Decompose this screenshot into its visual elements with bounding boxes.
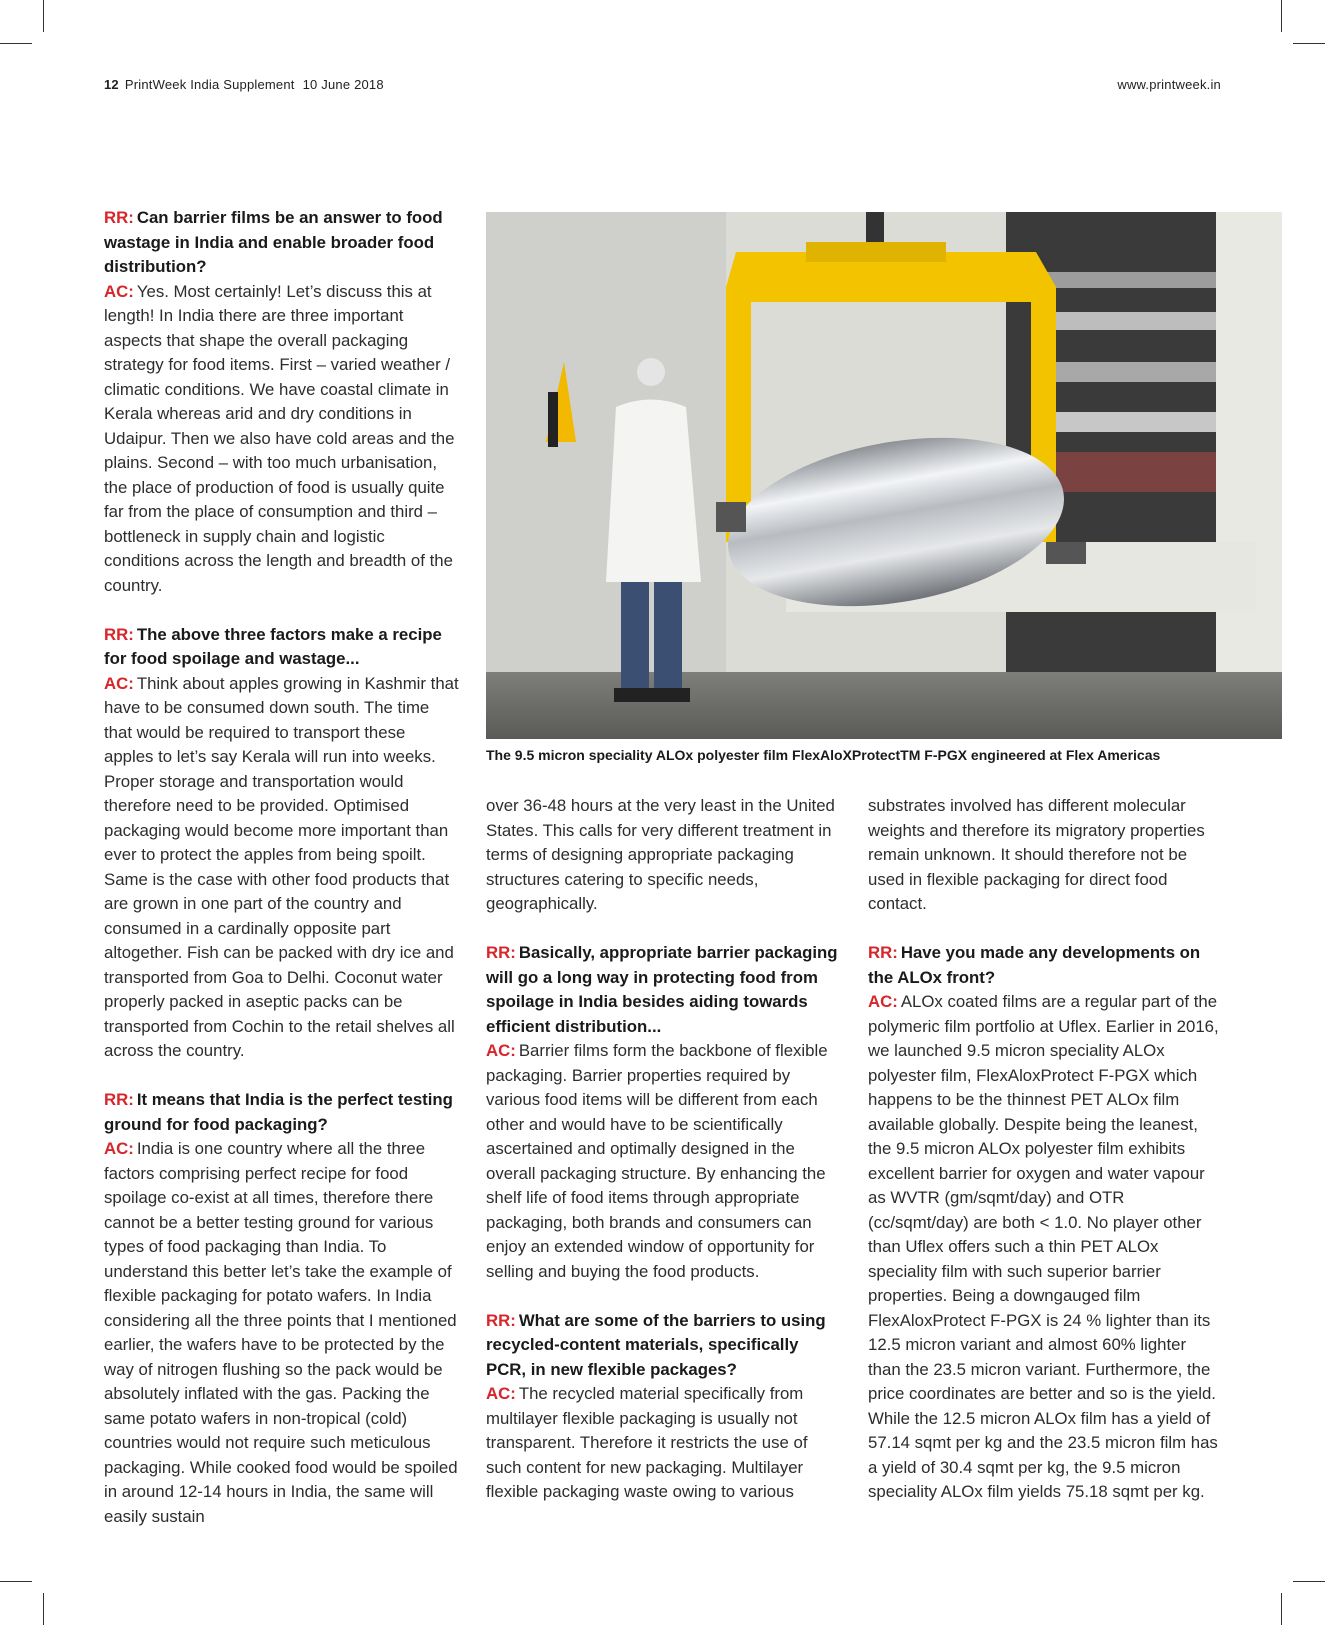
question bbox=[104, 206, 459, 280]
crop-mark bbox=[1293, 1581, 1325, 1582]
rr-label: RR: bbox=[486, 943, 516, 962]
answer-continued: substrates involved has different molecular weights and therefore its migratory properties remain unknown. It should therefore not be used in flexible packaging for direct food contact. bbox=[868, 796, 1205, 913]
answer bbox=[868, 990, 1223, 1505]
answer-text: ALOx coated films are a regular part of the polymeric film portfolio at Uflex. Earlier in 2016, we launched 9.5 micron speciality ALOx polyester film, FlexAloxProtect F-PGX which happens to be the thinnest PET ALOx film available globally. Despite being the leanest, the 9.5 micron ALOx polyester film exhibits excellent barrier for oxygen and water vapour as WVTR (gm/sqmt/day) and OTR (cc/sqmt/day) are both < 1.0. No player other than Uflex offers such a thin PET ALOx speciality film with such superior barrier properties. Being a downgauged film FlexAloxProtect F-PGX is 24 % lighter than its 12.5 micron variant and almost 60% lighter than the 23.5 micron variant. Furthermore, the price coordinates are better and so is the yield. While the 12.5 micron ALOx film has a yield of 57.14 sqmt per kg and the 23.5 micron film has a yield of 30.4 sqmt per kg, the 9.5 micron speciality ALOx film yields 75.18 sqmt per kg. bbox=[868, 992, 1219, 1501]
question bbox=[868, 941, 1223, 990]
rr-label: RR: bbox=[868, 943, 898, 962]
crop-mark bbox=[1293, 43, 1325, 44]
ac-label: AC: bbox=[868, 992, 898, 1011]
answer bbox=[486, 1382, 841, 1505]
ac-label: AC: bbox=[486, 1041, 516, 1060]
question bbox=[486, 1309, 841, 1383]
publication-name: PrintWeek India Supplement bbox=[124, 77, 295, 92]
answer-text: India is one country where all the three factors comprising perfect recipe for food spoilage co-exist at all times, therefore there cannot be a better testing ground for various types of food packaging than India. To understand this better let’s take the example of flexible packaging for potato wafers. In India considering all the three points that I mentioned earlier, the wafers have to be protected by the way of nitrogen flushing so the pack would be absolutely inflated with the gas. Packing the same potato wafers in non-tropical (cold) countries would not require such meticulous packaging. While cooked food would be spoiled in around 12-14 hours in India, the same will easily sustain bbox=[104, 1139, 458, 1526]
page-number: 12 bbox=[104, 77, 119, 92]
answer-continued: over 36-48 hours at the very least in the United States. This calls for very different treatment in terms of designing appropriate packaging structures catering to specific needs, geographically. bbox=[486, 796, 835, 913]
ac-label: AC: bbox=[486, 1384, 516, 1403]
answer bbox=[104, 1137, 459, 1529]
crop-mark bbox=[0, 43, 32, 44]
photo-caption: The 9.5 micron speciality ALOx polyester film FlexAloXProtectTM F-PGX engineered at Flex Americas bbox=[486, 747, 1161, 763]
crop-mark bbox=[1281, 0, 1282, 32]
ac-label: AC: bbox=[104, 1139, 134, 1158]
question-text: Can barrier films be an answer to food wastage in India and enable broader food distribution? bbox=[104, 208, 443, 276]
crop-mark bbox=[43, 1593, 44, 1625]
article-column-3 bbox=[868, 794, 1223, 1505]
rr-label: RR: bbox=[486, 1310, 516, 1330]
running-header bbox=[104, 77, 384, 92]
question-text: Have you made any developments on the ALOx front? bbox=[868, 943, 1201, 987]
rr-label: RR: bbox=[104, 1090, 134, 1109]
question-text: What are some of the barriers to using recycled-content materials, specifically PCR, in new flexible packages? bbox=[486, 1310, 826, 1379]
rr-label: RR: bbox=[104, 208, 134, 227]
ac-label: AC: bbox=[104, 673, 134, 693]
question bbox=[104, 623, 459, 672]
film-roll-machine-photo bbox=[486, 212, 1282, 739]
article-column-1 bbox=[104, 206, 459, 1529]
answer-text: Barrier films form the backbone of flexible packaging. Barrier properties required by various food items will be different from each other and would have to be scientifically ascertained and optimally designed in the overall packaging structure. By enhancing the shelf life of food items through appropriate packaging, both brands and consumers can enjoy an extended window of opportunity for selling and buying the food products. bbox=[486, 1041, 828, 1281]
article-photo bbox=[486, 212, 1282, 739]
ac-label: AC: bbox=[104, 281, 134, 301]
answer bbox=[104, 280, 459, 599]
issue-date: 10 June 2018 bbox=[302, 77, 384, 92]
rr-label: RR: bbox=[104, 624, 134, 644]
answer-text: The recycled material specifically from multilayer flexible packaging is usually not transparent. Therefore it restricts the use of such content for new packaging. Multilayer flexible packaging waste owing to various bbox=[486, 1384, 808, 1501]
article-column-2 bbox=[486, 794, 841, 1505]
crop-mark bbox=[1281, 1593, 1282, 1625]
answer-text: Yes. Most certainly! Let’s discuss this at length! In India there are three important aspects that shape the overall packaging strategy for food items. First – varied weather / climatic conditions. We have coastal climate in Kerala whereas arid and dry conditions in Udaipur. Then we also have cold areas and the plains. Second – with too much urbanisation, the place of production of food is usually quite far from the place of consumption and third – bottleneck in supply chain and logistic conditions across the length and breadth of the country. bbox=[104, 281, 455, 595]
answer bbox=[104, 672, 459, 1064]
crop-mark bbox=[0, 1581, 32, 1582]
question-text: It means that India is the perfect testing ground for food packaging? bbox=[104, 1090, 453, 1134]
question bbox=[104, 1088, 459, 1137]
answer bbox=[486, 1039, 841, 1284]
question-text: The above three factors make a recipe for food spoilage and wastage... bbox=[104, 624, 442, 668]
question-text: Basically, appropriate barrier packaging will go a long way in protecting food from spoilage in India besides aiding towards efficient distribution... bbox=[486, 943, 838, 1036]
website-url[interactable]: www.printweek.in bbox=[1117, 77, 1221, 92]
answer-text: Think about apples growing in Kashmir that have to be consumed down south. The time that would be required to transport these apples to let’s say Kerala will run into weeks. Proper storage and transportation would therefore need to be provided. Optimised packaging would become more important than ever to protect the apples from being spoilt. Same is the case with other food products that are grown in one part of the country and consumed in a cardinally opposite part altogether. Fish can be packed with dry ice and transported from Goa to Delhi. Coconut water properly packed in aseptic packs can be transported from Cochin to the retail shelves all across the country. bbox=[104, 673, 459, 1060]
question bbox=[486, 941, 841, 1039]
crop-mark bbox=[43, 0, 44, 32]
